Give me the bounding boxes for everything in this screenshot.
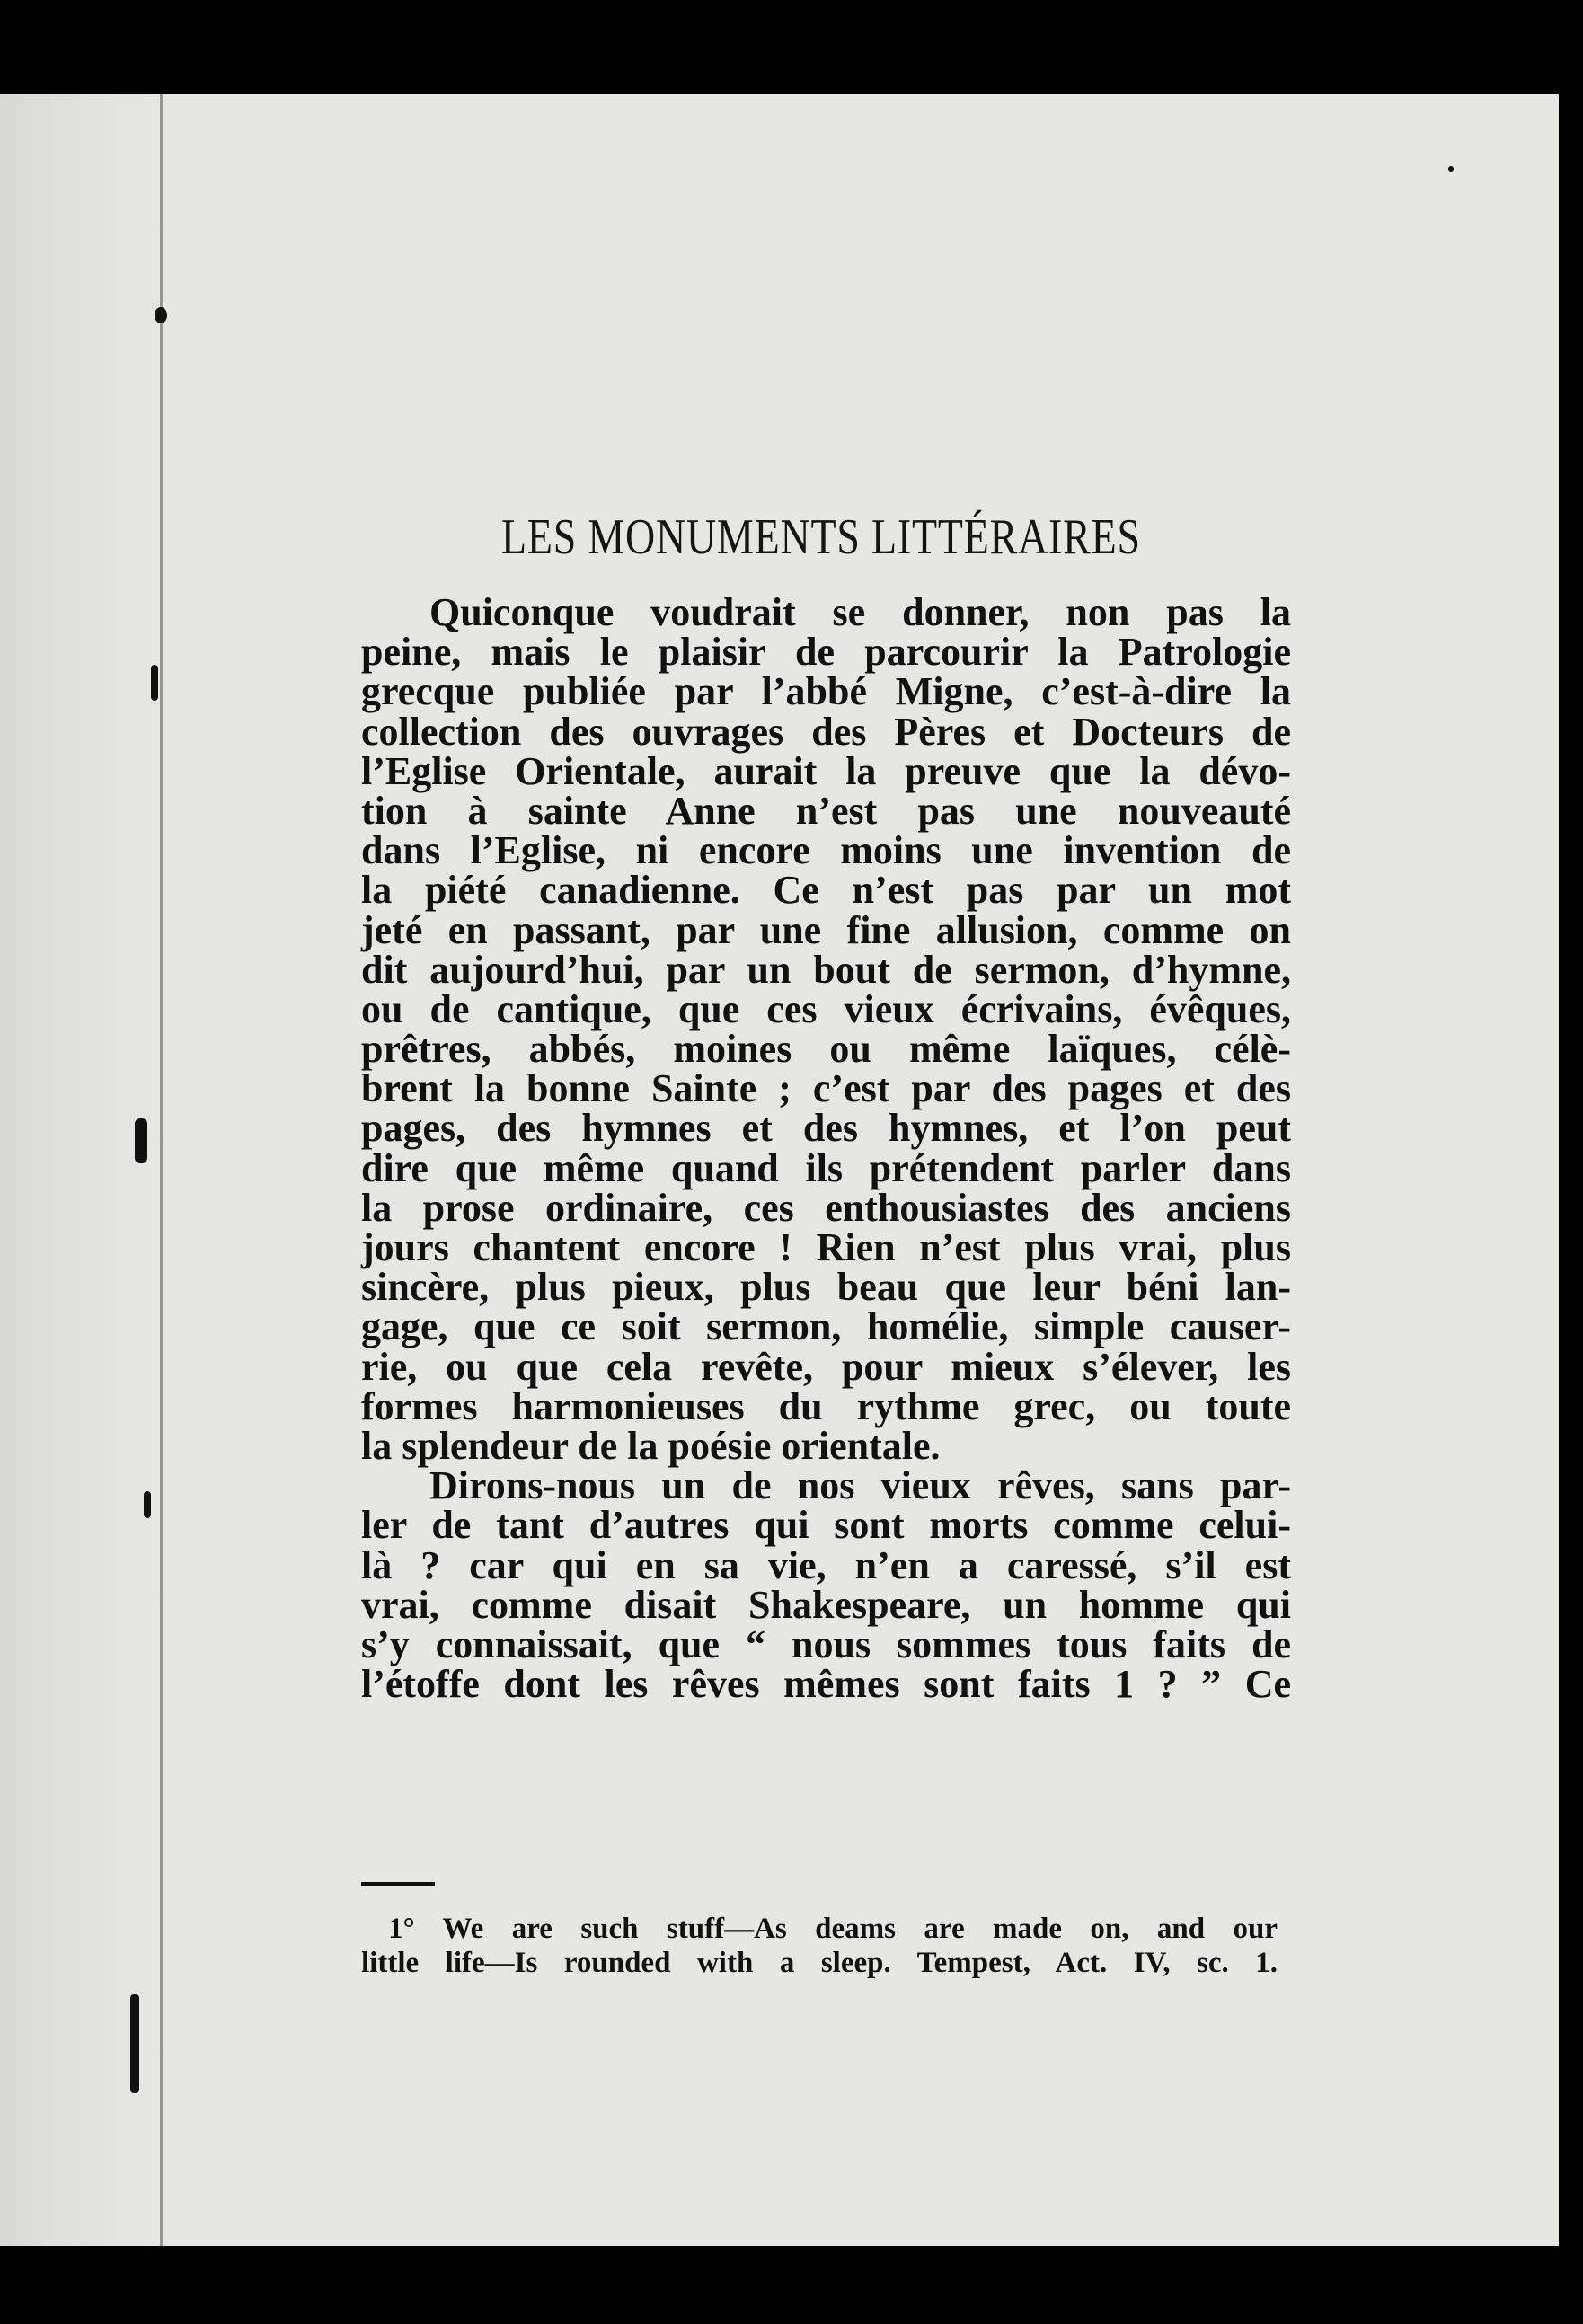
text-line: l’Eglise Orientale, aurait la preuve que la dévo- [361,748,1291,793]
footnote-line: little life—Is rounded with a sleep. Tempest, Act. IV, sc. 1. [361,1947,1278,1979]
text-line: la piété canadienne. Ce n’est pas par un mot [361,868,1291,913]
footnote [361,1912,1278,1980]
scan-speck [1448,166,1454,172]
text-line: ou de cantique, que ces vieux écrivains, évêques, [361,986,1291,1031]
body-text [361,590,1291,1707]
page-title: LES MONUMENTS LITTÉRAIRES [501,509,1141,565]
text-line: pages, des hymnes et des hymnes, et l’on peut [361,1106,1291,1151]
text-line: grecque publiée par l’abbé Migne, c’est-à-dire la [361,669,1291,714]
text-line: s’y connaissait, que “ nous sommes tous faits de [361,1621,1291,1666]
text-line: la splendeur de la poésie orientale. [361,1423,941,1468]
paragraph-2 [361,1463,1291,1707]
text-line: collection des ouvrages des Pères et Docteurs de [361,709,1291,754]
footnote-line: 1° We are such stuff—As deams are made on, and our [388,1913,1278,1945]
text-line: Dirons-nous un de nos vieux rêves, sans par- [429,1463,1291,1508]
text-line: brent la bonne Sainte ; c’est par des pages et des [361,1066,1291,1111]
text-line: peine, mais le plaisir de parcourir la Patrologie [361,630,1291,675]
scan-speck [144,1491,151,1518]
paragraph-1 [361,590,1291,1468]
scan-speck [151,665,158,701]
text-line: jeté en passant, par une fine allusion, comme on [361,907,1291,952]
text-line: dans l’Eglise, ni encore moins une invention de [361,828,1291,873]
scan-speck [135,1118,147,1163]
text-line: ler de tant d’autres qui sont morts comme celui- [361,1503,1291,1548]
text-line: là ? car qui en sa vie, n’en a caressé, s’il est [361,1542,1291,1587]
text-line: dire que même quand ils prétendent parler dans [361,1145,1291,1190]
text-line: jours chantent encore ! Rien n’est plus vrai, plus [361,1225,1291,1269]
text-line: formes harmonieuses du rythme grec, ou toute [361,1383,1291,1428]
text-line: sincère, plus pieux, plus beau que leur béni lan- [361,1265,1291,1310]
text-line: l’étoffe dont les rêves mêmes sont faits 1 ? ” Ce [361,1662,1291,1707]
text-line: vrai, comme disait Shakespeare, un homme qui [361,1582,1291,1627]
text-line: la prose ordinaire, ces enthousiastes des anciens [361,1185,1291,1230]
scan-speck [155,307,167,323]
fold-line [160,94,163,2246]
text-line: dit aujourd’hui, par un bout de sermon, d’hymne, [361,947,1291,992]
text-line: prêtres, abbés, moines ou même laïques, célè- [361,1027,1291,1072]
scan-speck [130,1994,139,2093]
text-line: tion à sainte Anne n’est pas une nouveauté [361,788,1291,833]
footnote-rule [361,1882,435,1886]
page-fold-shadow [0,94,171,2246]
text-line: gage, que ce soit sermon, homélie, simple causer- [361,1304,1291,1349]
text-line: Quiconque voudrait se donner, non pas la [429,590,1291,634]
text-line: rie, ou que cela revête, pour mieux s’élever, les [361,1344,1291,1389]
